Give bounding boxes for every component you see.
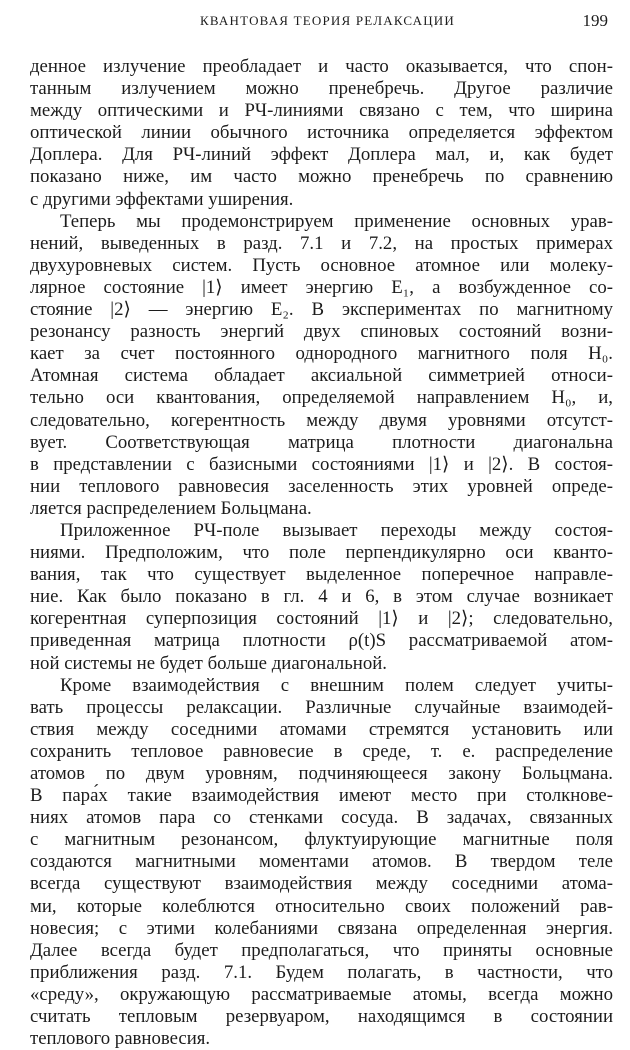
text-line: вует. Соответствующая матрица плотности диагональна	[30, 431, 613, 453]
text-line: Приложенное РЧ-поле вызывает переходы между состоя-	[60, 519, 613, 541]
text-line: между оптическими и РЧ-линиями связано с тем, что ширина	[30, 100, 613, 122]
text-line: резонансу разность энергий двух спиновых состояний возни-	[30, 321, 613, 343]
text-line: танным излучением можно пренебречь. Другое различие	[30, 78, 613, 100]
text-line: кает за счет постоянного однородного магнитного поля H₀.	[30, 343, 613, 365]
body-text	[30, 56, 613, 1050]
paragraph	[30, 675, 613, 1050]
text-line: ниями. Предположим, что поле перпендикулярно оси кванто-	[30, 542, 613, 564]
paragraph	[30, 520, 613, 675]
text-line: приближения разд. 7.1. Будем полагать, в частности, что	[30, 961, 613, 983]
text-line: всегда существуют взаимодействия между соседними атома-	[30, 873, 613, 895]
text-line: лярное состояние |1⟩ имеет энергию E₁, а возбужденное со-	[30, 276, 613, 298]
text-line: Атомная система обладает аксиальной симметрией относи-	[30, 365, 613, 387]
text-line: ниях атомов пара со стенками сосуда. В задачах, связанных	[30, 807, 613, 829]
text-line: ной системы не будет больше диагональной.	[30, 652, 387, 674]
text-line: теплового равновесия.	[30, 1028, 211, 1050]
text-line: создаются магнитными моментами атомов. В твердом теле	[30, 851, 613, 873]
text-line: тельно оси квантования, определяемой направлением H₀, и,	[30, 387, 613, 409]
text-line: нений, выведенных в разд. 7.1 и 7.2, на простых примерах	[30, 232, 613, 254]
text-line: ми, которые колеблются относительно своих положений рав-	[30, 895, 613, 917]
text-line: показано ниже, им часто можно пренебречь по сравнению	[30, 166, 613, 188]
text-line: «среду», окружающую рассматриваемые атомы, всегда можно	[30, 983, 613, 1005]
text-line: Далее всегда будет предполагаться, что приняты основные	[30, 939, 613, 961]
paragraph	[30, 211, 613, 520]
text-line: вания, так что существует выделенное поперечное направле-	[30, 564, 613, 586]
text-line: атомов по двум уровням, подчиняющееся закону Больцмана.	[30, 763, 613, 784]
running-header	[0, 10, 630, 34]
page-number: 199	[582, 11, 608, 30]
paragraph	[30, 56, 613, 211]
text-line: с магнитным резонансом, флуктуирующие магнитные поля	[30, 829, 613, 851]
text-line: стояние |2⟩ — энергию E₂. В экспериментах по магнитному	[30, 299, 613, 321]
text-line: нии теплового равновесия заселенность этих уровней опреде-	[30, 475, 613, 497]
text-line: следовательно, когерентность между двумя уровнями отсутст-	[30, 409, 613, 431]
text-line: с другими эффектами уширения.	[30, 188, 294, 210]
text-line: ляется распределением Больцмана.	[30, 497, 312, 519]
text-line: сохранить тепловое равновесие в среде, т. е. распределение	[30, 740, 613, 762]
text-line: приведенная матрица плотности ρ(t)S рассматриваемой атом-	[30, 630, 613, 652]
text-line: когерентная суперпозиция состояний |1⟩ и |2⟩; следовательно,	[30, 608, 613, 630]
text-line: вать процессы релаксации. Различные случайные взаимодей-	[30, 696, 613, 718]
running-title: КВАНТОВАЯ ТЕОРИЯ РЕЛАКСАЦИИ	[200, 13, 455, 28]
text-line: новесия; с этими колебаниями связана определенная энергия.	[30, 917, 613, 939]
text-line: оптической линии обычного источника определяется эффектом	[30, 122, 613, 144]
text-line: двухуровневых систем. Пусть основное атомное или молеку-	[30, 254, 613, 276]
text-line: ние. Как было показано в гл. 4 и 6, в этом случае возникает	[30, 586, 613, 608]
text-line: В пара́х такие взаимодействия имеют место при столкнове-	[30, 785, 613, 807]
text-line: Доплера. Для РЧ-линий эффект Доплера мал, и, как будет	[30, 144, 613, 166]
text-line: Теперь мы продемонстрируем применение основных урав-	[60, 210, 613, 232]
text-line: считать тепловым резервуаром, находящимся в состоянии	[30, 1006, 613, 1028]
text-line: Кроме взаимодействия с внешним полем следует учиты-	[60, 674, 613, 696]
text-line: в представлении с базисными состояниями |1⟩ и |2⟩. В состоя-	[30, 453, 613, 475]
text-line: ствия между соседними атомами стремятся установить или	[30, 718, 613, 740]
text-line: денное излучение преобладает и часто оказывается, что спон-	[30, 56, 613, 77]
